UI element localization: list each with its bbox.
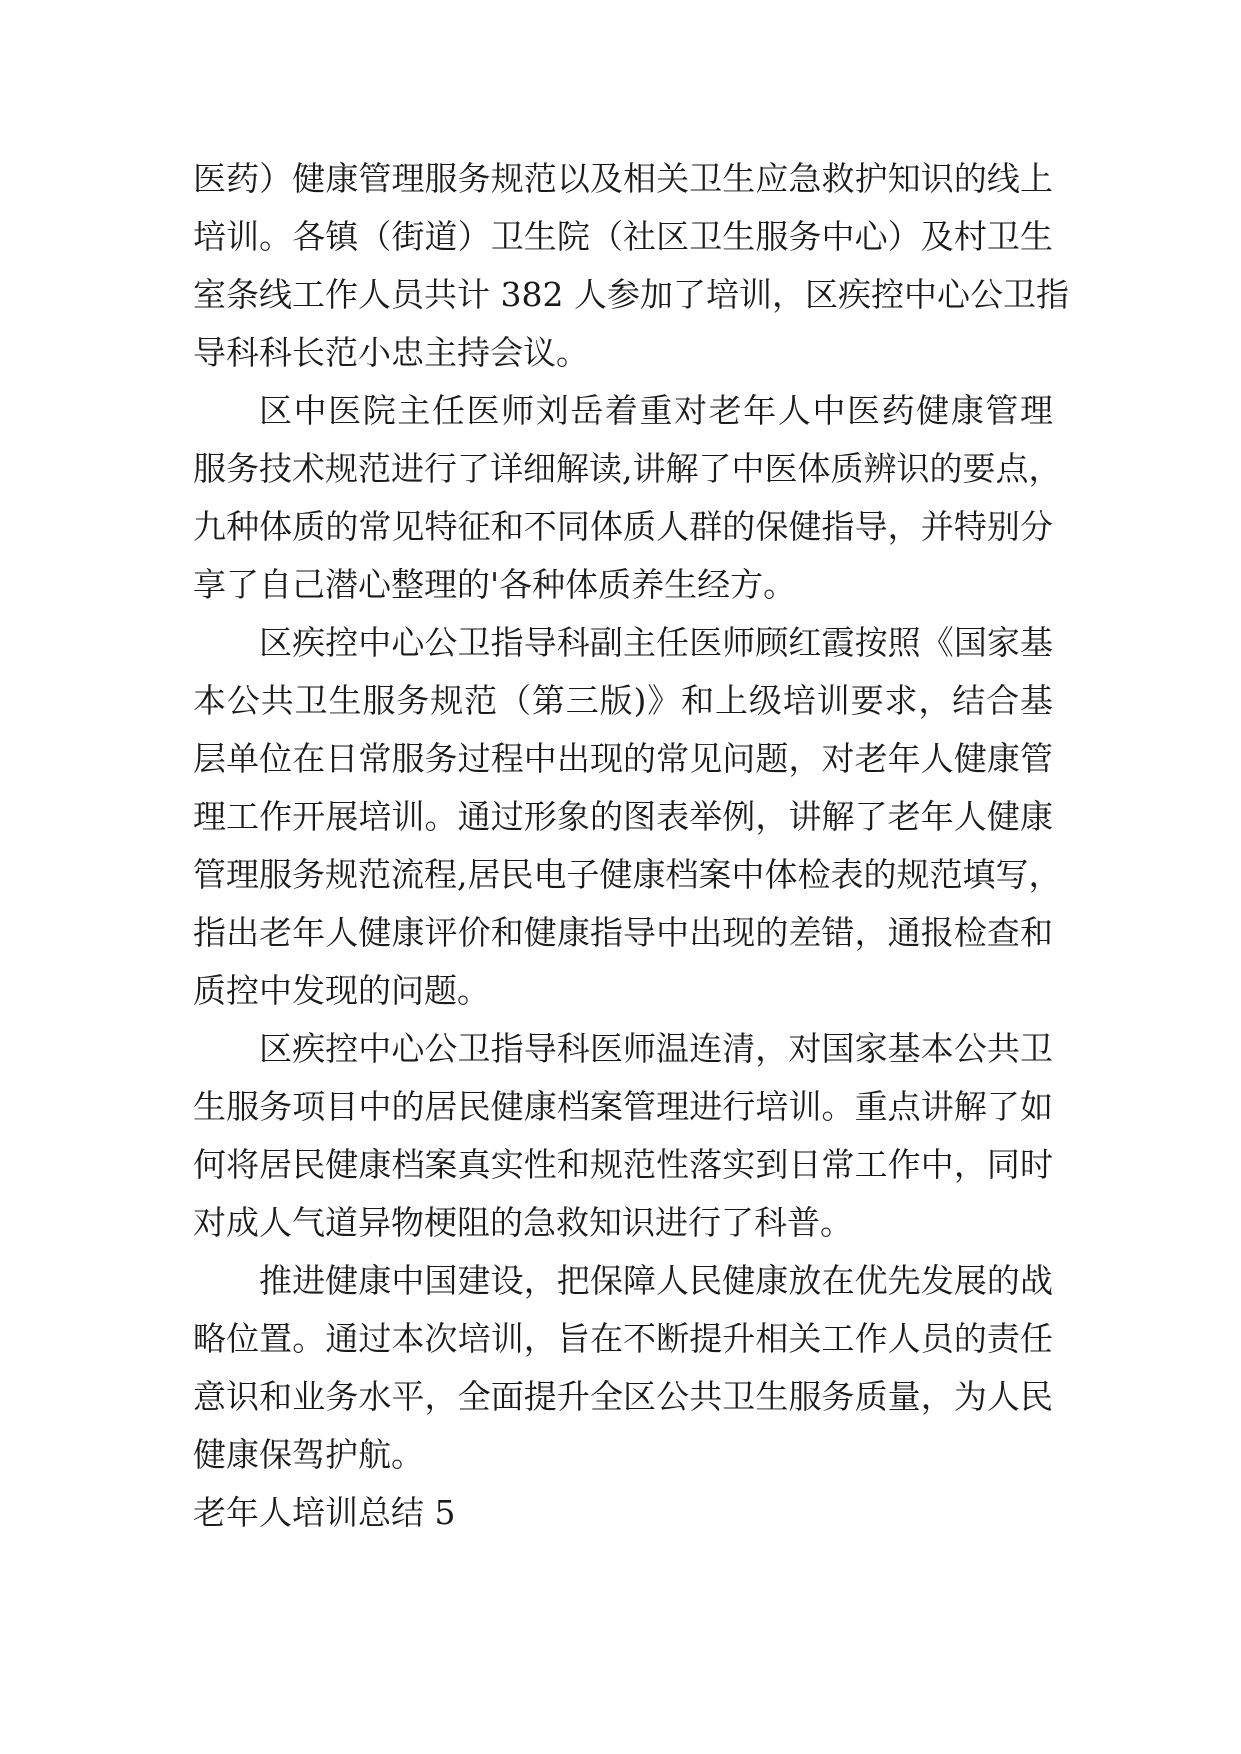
paragraph [193, 1252, 1053, 1484]
text-line: 理工作开展培训。通过形象的图表举例，讲解了老年人健康 [193, 797, 1053, 836]
paragraph [193, 150, 1069, 382]
text-line: 区中医院主任医师刘岳着重对老年人中医药健康管理 [259, 391, 1053, 430]
text-line: 享了自己潜心整理的'各种体质养生经方。 [193, 565, 797, 604]
text-line: 导科科长范小忠主持会议。 [193, 333, 589, 372]
paragraph [193, 614, 1062, 1020]
text-line: 本公共卫生服务规范（第三版)》和上级培训要求，结合基 [193, 681, 1053, 720]
text-line: 区疾控中心公卫指导科副主任医师顾红霞按照《国家基 [259, 623, 1053, 662]
section-heading: 老年人培训总结 5 [193, 1493, 456, 1532]
text-line: 区疾控中心公卫指导科医师温连清，对国家基本公共卫 [259, 1029, 1053, 1068]
text-line: 质控中发现的问题。 [193, 971, 490, 1010]
text-line: 培训。各镇（街道）卫生院（社区卫生服务中心）及村卫生 [193, 217, 1053, 256]
paragraph [193, 382, 1062, 614]
text-line: 意识和业务水平，全面提升全区公共卫生服务质量，为人民 [193, 1377, 1053, 1416]
text-line: 医药）健康管理服务规范以及相关卫生应急救护知识的线上 [193, 159, 1053, 198]
text-line: 对成人气道异物梗阻的急救知识进行了科普。 [193, 1203, 853, 1242]
text-line: 略位置。通过本次培训，旨在不断提升相关工作人员的责任 [193, 1319, 1053, 1358]
text-line: 服务技术规范进行了详细解读,讲解了中医体质辨识的要点， [193, 449, 1062, 488]
body-text [193, 150, 1069, 1484]
paragraph [193, 1020, 1053, 1252]
text-line: 健康保驾护航。 [193, 1435, 424, 1474]
text-line: 层单位在日常服务过程中出现的常见问题，对老年人健康管 [193, 739, 1053, 778]
text-line: 生服务项目中的居民健康档案管理进行培训。重点讲解了如 [193, 1087, 1053, 1126]
text-line: 何将居民健康档案真实性和规范性落实到日常工作中，同时 [193, 1145, 1053, 1184]
text-line: 管理服务规范流程,居民电子健康档案中体检表的规范填写， [193, 855, 1062, 894]
text-line: 指出老年人健康评价和健康指导中出现的差错，通报检查和 [193, 913, 1053, 952]
text-line: 推进健康中国建设，把保障人民健康放在优先发展的战 [259, 1261, 1053, 1300]
text-line: 九种体质的常见特征和不同体质人群的保健指导，并特别分 [193, 507, 1053, 546]
text-line: 室条线工作人员共计 382 人参加了培训，区疾控中心公卫指 [193, 275, 1069, 314]
